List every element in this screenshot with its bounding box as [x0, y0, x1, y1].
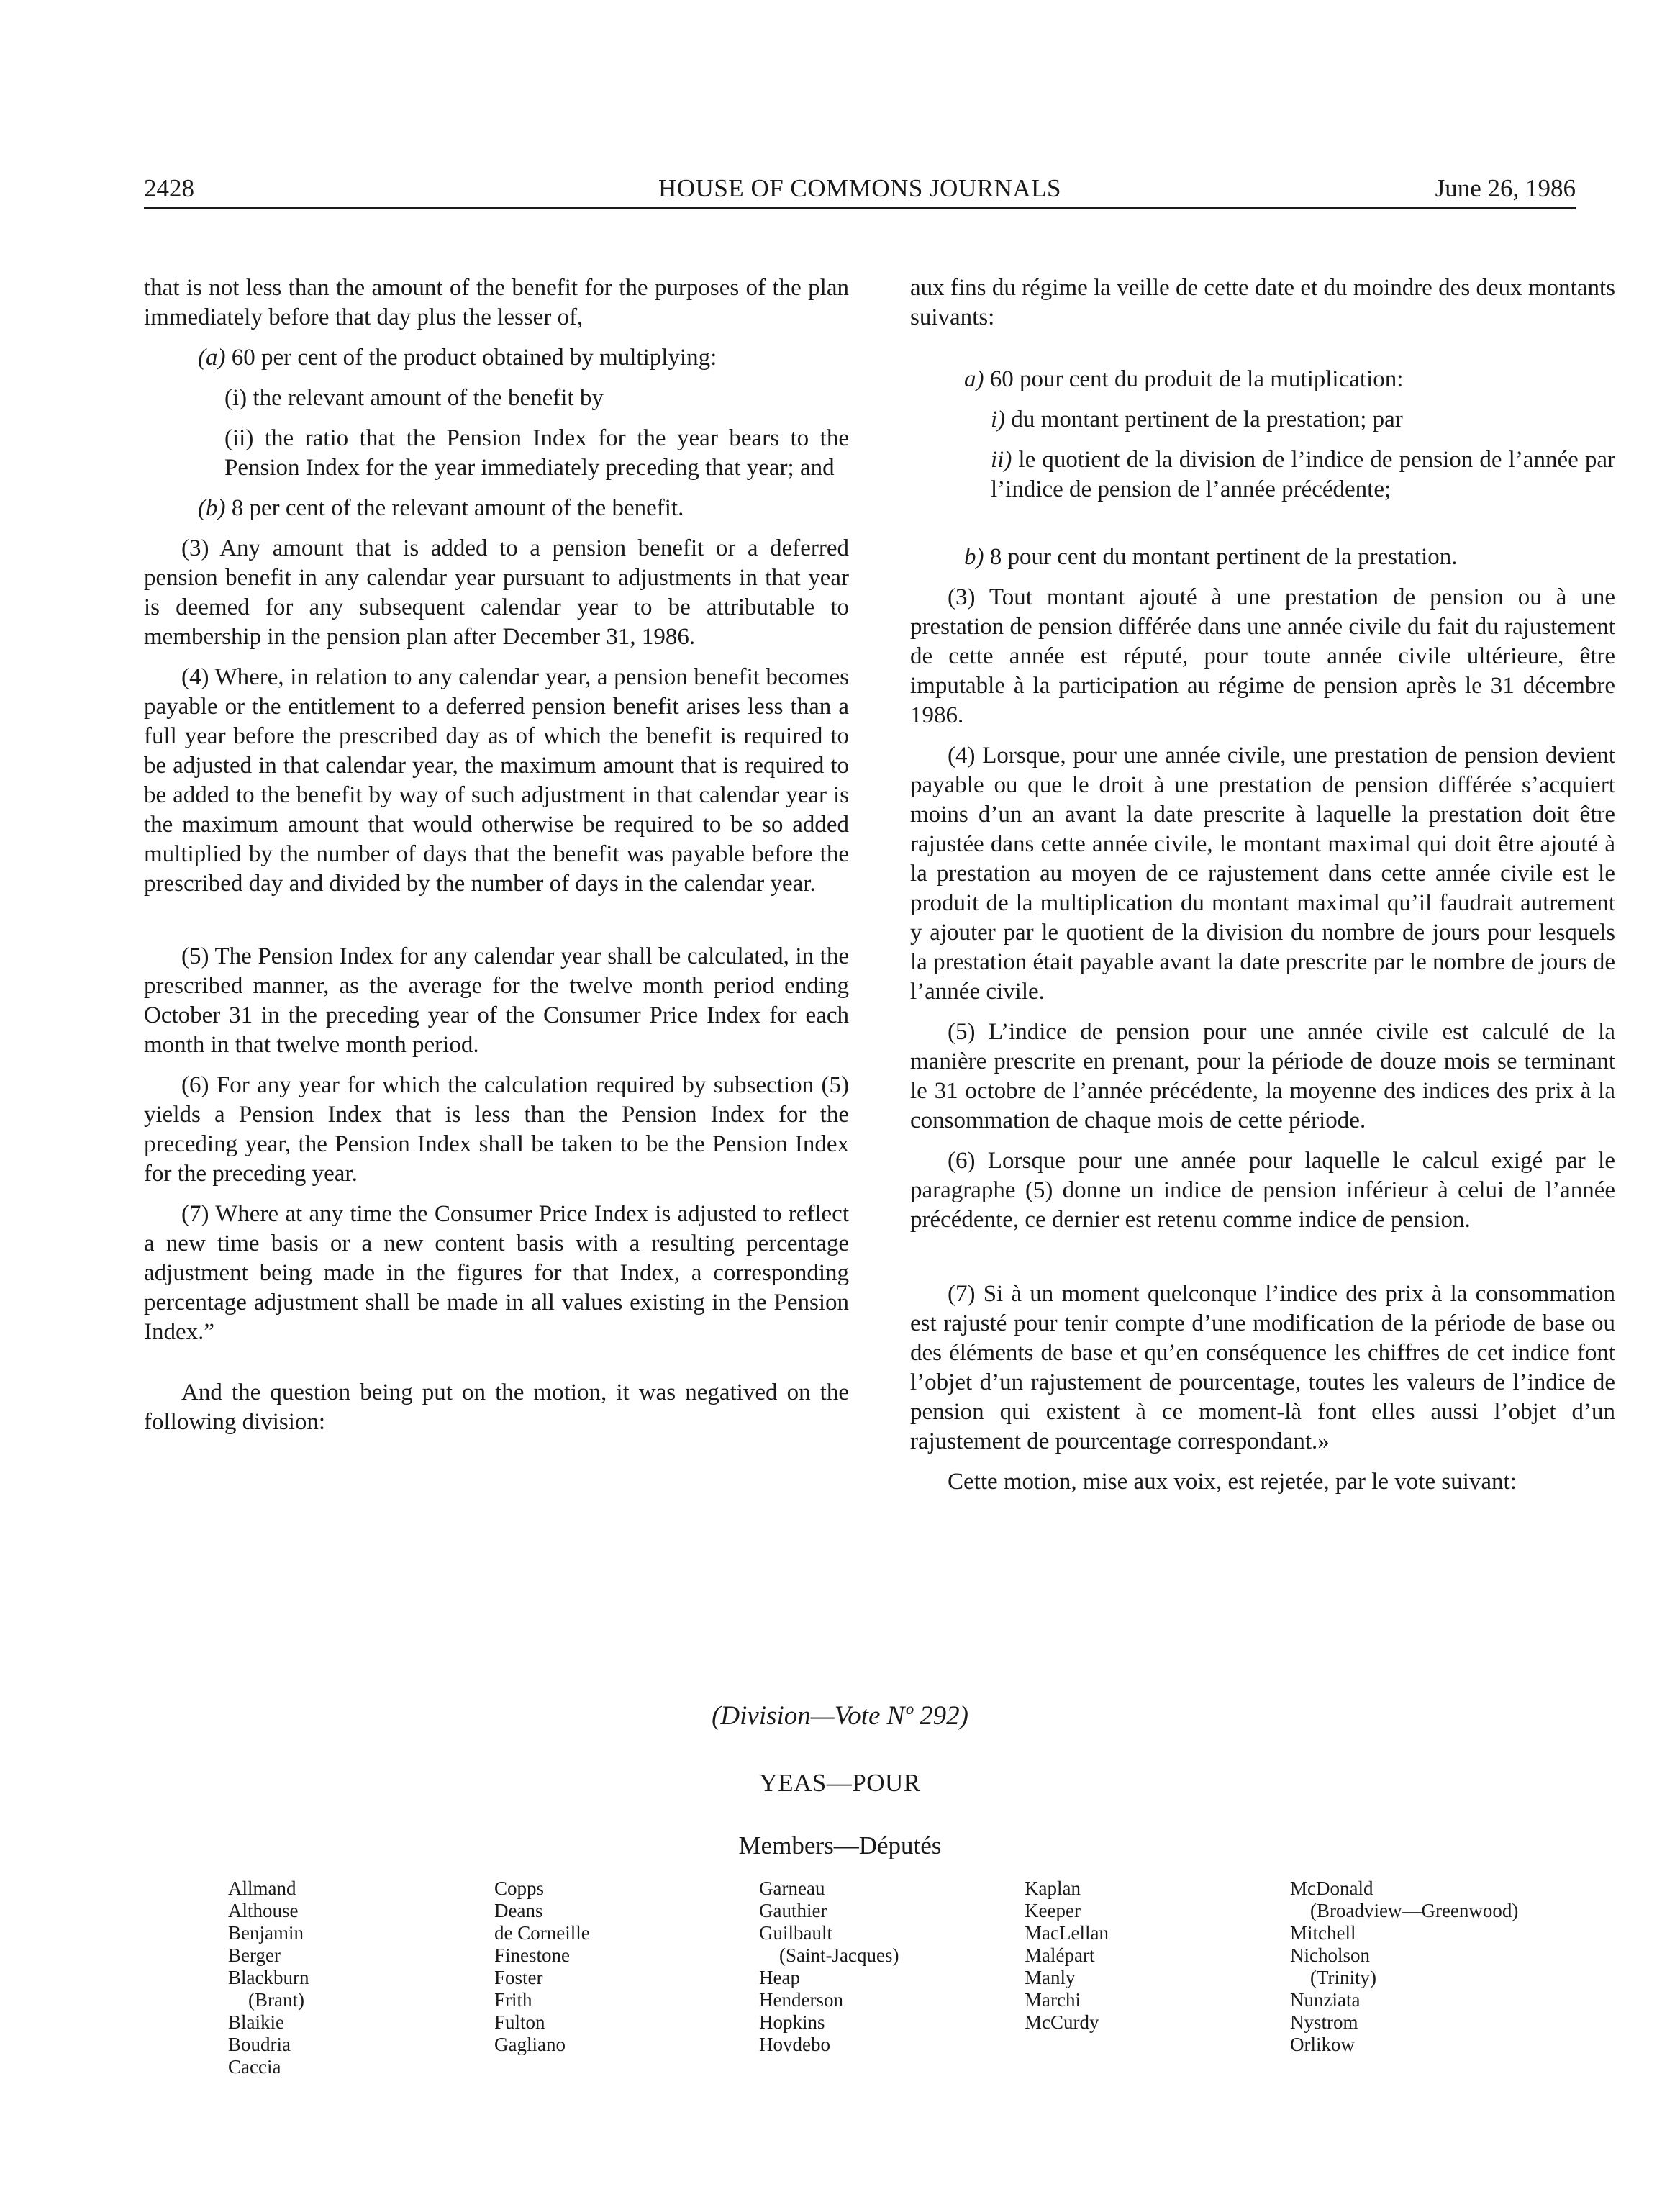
- subclause-ii: (ii) the ratio that the Pension Index for the year bears to the Pension Index for the year immediately preceding that year; and: [224, 425, 849, 481]
- member-name: Malépart: [1025, 1944, 1095, 1966]
- page-header: [144, 171, 1576, 209]
- member-name: Manly: [1025, 1967, 1076, 1988]
- french-column: [910, 273, 1615, 1508]
- question-paragraph: And the question being put on the motion, it was negatived on the following division:: [144, 1380, 849, 1435]
- member-name: Benjamin: [228, 1922, 304, 1944]
- member-name: Hopkins: [759, 2011, 825, 2033]
- member-name: Gagliano: [494, 2034, 566, 2055]
- clause-b-text: 8 pour cent du montant pertinent de la prestation.: [984, 544, 1458, 570]
- clause-a-label: (a): [198, 345, 226, 371]
- english-column: [144, 273, 849, 1448]
- page-date: June 26, 1986: [1435, 174, 1576, 202]
- member-name: Frith: [494, 1989, 532, 2011]
- subsection-4: (4) Lorsque, pour une année civile, une prestation de pension devient payable ou que le droit à une prestation de pension différée s’acquiert moins d’un an avant la date prescrite à laquelle la prestation doit être rajustée dans cette année civile, le montant maximal qui doit être ajouté à la prestation au moyen de ce rajustement dans cette année civile est le produit de la multiplication du montant maximal qu’il faudrait autrement y ajouter par le quotient de la division du nombre de jours pour lesquels la prestation était payable avant la date prescrite par le nombre de jours de l’année civile.: [910, 743, 1615, 1005]
- subclause-i: [991, 405, 1615, 435]
- member-name: Garneau: [759, 1877, 825, 1899]
- paragraph-continuation: that is not less than the amount of the benefit for the purposes of the plan immediately before that day plus the lesser of,: [144, 275, 849, 330]
- division-title: (Division—Vote Nº 292): [712, 1701, 968, 1731]
- member-name: McCurdy: [1025, 2011, 1099, 2033]
- subclause-ii-text: le quotient de la division de l’indice de pension de l’année par l’indice de pension de l’année précédente;: [991, 447, 1615, 502]
- subsection-3: (3) Tout montant ajouté à une prestation de pension ou à une prestation de pension différée dans une année civile du fait du rajustement de cette année est réputé, pour toute année civile ultérieure, être imputable à la participation au régime de pension après le 31 décembre 1986.: [910, 584, 1615, 728]
- subsection-3: (3) Any amount that is added to a pension benefit or a deferred pension benefit in any calendar year pursuant to adjustments in that year is deemed for any subsequent calendar year to be attributable to membership in the pension plan after December 31, 1986.: [144, 535, 849, 650]
- member-name: McDonald: [1290, 1877, 1373, 1899]
- member-name: Nystrom: [1290, 2011, 1358, 2033]
- member-name: Kaplan: [1025, 1877, 1081, 1899]
- member-name: Guilbault: [759, 1922, 832, 1944]
- member-name: de Corneille: [494, 1922, 590, 1944]
- member-name: Mitchell: [1290, 1922, 1356, 1944]
- subclause-i: (i) the relevant amount of the benefit by: [224, 385, 604, 411]
- member-name: Althouse: [228, 1900, 299, 1921]
- clause-b-label: b): [964, 544, 984, 570]
- names-column-4: [1025, 1877, 1109, 2034]
- subclause-ii: [991, 445, 1615, 504]
- member-name: Nunziata: [1290, 1989, 1361, 2011]
- names-column-3: [759, 1877, 899, 2056]
- member-name: Gauthier: [759, 1900, 827, 1921]
- member-name: Berger: [228, 1944, 281, 1966]
- member-riding: (Brant): [248, 1989, 304, 2011]
- member-name: Keeper: [1025, 1900, 1081, 1921]
- journal-title: HOUSE OF COMMONS JOURNALS: [658, 174, 1061, 202]
- member-name: Allmand: [228, 1877, 296, 1899]
- clause-a: [198, 343, 849, 373]
- member-name: Orlikow: [1290, 2034, 1355, 2055]
- subclause-i-label: i): [991, 407, 1006, 432]
- subsection-6: (6) Lorsque pour une année pour laquelle le calcul exigé par le paragraphe (5) donne un indice de pension inférieur à celui de l’année précédente, ce dernier est retenu comme indice de pension.: [910, 1148, 1615, 1233]
- member-name: Deans: [494, 1900, 543, 1921]
- member-name: Marchi: [1025, 1989, 1081, 2011]
- subsection-6: (6) For any year for which the calculation required by subsection (5) yields a Pension Index that is less than the Pension Index for the preceding year, the Pension Index shall be taken to be the Pension Index for the preceding year.: [144, 1072, 849, 1187]
- page-number: 2428: [144, 174, 194, 202]
- yeas-heading: YEAS—POUR: [759, 1769, 921, 1797]
- subsection-5: (5) The Pension Index for any calendar year shall be calculated, in the prescribed manner, as the average for the twelve month period ending October 31 in the preceding year of the Consumer Price Index for each month in that twelve month period.: [144, 943, 849, 1058]
- members-heading: Members—Députés: [738, 1831, 942, 1859]
- member-name: Hovdebo: [759, 2034, 830, 2055]
- member-riding: (Trinity): [1310, 1967, 1377, 1988]
- member-name: Henderson: [759, 1989, 843, 2011]
- member-riding: (Saint-Jacques): [779, 1944, 899, 1966]
- member-name: Boudria: [228, 2034, 291, 2055]
- member-name: Copps: [494, 1877, 545, 1899]
- member-name: Heap: [759, 1967, 800, 1988]
- clause-a-label: a): [964, 366, 984, 392]
- subclause-ii-label: ii): [991, 447, 1012, 473]
- paragraph-continuation: aux fins du régime la veille de cette date et du moindre des deux montants suivants:: [910, 275, 1615, 330]
- clause-a: [964, 365, 1615, 394]
- names-column-2: [494, 1877, 590, 2056]
- subclause-i-text: du montant pertinent de la prestation; par: [1005, 407, 1403, 432]
- question-paragraph: Cette motion, mise aux voix, est rejetée, par le vote suivant:: [948, 1469, 1517, 1495]
- member-name: Blackburn: [228, 1967, 309, 1988]
- member-name: Caccia: [228, 2056, 281, 2078]
- member-name: MacLellan: [1025, 1922, 1109, 1944]
- subsection-7: (7) Si à un moment quelconque l’indice des prix à la consommation est rajusté pour tenir compte d’une modification de la période de base ou des éléments de base et qu’en conséquence les chiffres de cet indice font l’objet d’un rajustement de pourcentage, toutes les valeurs de l’indice de pension qui existent à ce moment-là font elles aussi l’objet d’un rajustement de pourcentage correspondant.»: [910, 1281, 1615, 1454]
- names-column-5: [1290, 1877, 1518, 2056]
- member-name: Finestone: [494, 1944, 570, 1966]
- member-name: Blaikie: [228, 2011, 284, 2033]
- member-name: Nicholson: [1290, 1944, 1370, 1966]
- member-riding: (Broadview—Greenwood): [1310, 1900, 1519, 1921]
- clause-a-text: 60 per cent of the product obtained by multiplying:: [225, 345, 717, 371]
- clause-b: [964, 543, 1615, 572]
- clause-a-text: 60 pour cent du produit de la mutiplication:: [984, 366, 1404, 392]
- subsection-5: (5) L’indice de pension pour une année civile est calculé de la manière prescrite en prenant, pour la période de douze mois se terminant le 31 octobre de l’année précédente, la moyenne des indices des prix à la consommation de chaque mois de cette période.: [910, 1019, 1615, 1133]
- clause-b-text: 8 per cent of the relevant amount of the benefit.: [225, 495, 684, 521]
- member-name: Fulton: [494, 2011, 545, 2033]
- member-name: Foster: [494, 1967, 543, 1988]
- subsection-7: (7) Where at any time the Consumer Price Index is adjusted to reflect a new time basis or a new content basis with a resulting percentage adjustment being made in the figures for that Index, a corresponding percentage adjustment shall be made in all values existing in the Pension Index.”: [144, 1201, 849, 1345]
- subsection-4: (4) Where, in relation to any calendar year, a pension benefit becomes payable or the entitlement to a deferred pension benefit arises less than a full year before the prescribed day as of which the benefit is required to be adjusted in that calendar year, the maximum amount that is required to be added to the benefit by way of such adjustment in that calendar year is the maximum amount that would otherwise be required to be so added multiplied by the number of days that the benefit was payable before the prescribed day and divided by the number of days in the calendar year.: [144, 664, 849, 897]
- names-column-1: [228, 1877, 309, 2078]
- clause-b-label: (b): [198, 495, 226, 521]
- clause-b: [198, 494, 849, 523]
